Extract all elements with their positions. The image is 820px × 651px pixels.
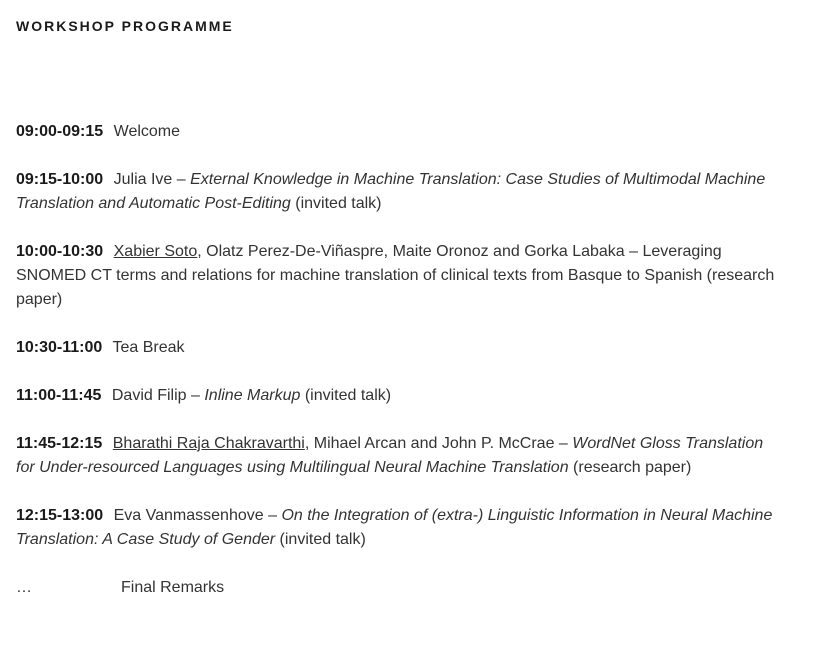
entry-speaker: David Filip – (111, 387, 205, 404)
programme-list (16, 120, 776, 624)
programme-entry-final-remarks (16, 576, 776, 600)
entry-time: 11:45-12:15 (16, 435, 103, 452)
entry-time: 09:15-10:00 (16, 171, 104, 188)
entry-text: Final Remarks (121, 579, 225, 596)
entry-time: 10:00-10:30 (16, 243, 104, 260)
speaker-link-bharathi-raja-chakravarthi[interactable]: Bharathi Raja Chakravarthi (112, 435, 305, 452)
entry-time: 12:15-13:00 (16, 507, 104, 524)
entry-coauthors: , Mihael Arcan and John P. McCrae – (304, 435, 573, 452)
entry-time: 11:00-11:45 (16, 387, 102, 404)
programme-entry-chakravarthi (16, 432, 776, 480)
entry-text: Tea Break (112, 339, 185, 356)
entry-talk-title: On the Integration of (extra-) Linguistic Information in Neural Machine Translation: A Case Study of Gender (16, 507, 773, 548)
programme-entry-ive (16, 168, 776, 216)
entry-talk-title: Inline Markup (204, 387, 301, 404)
programme-entry-vanmassenhove (16, 504, 776, 552)
programme-entry-welcome (16, 120, 776, 144)
page-title: WORKSHOP PROGRAMME (16, 18, 234, 34)
programme-entry-tea-break (16, 336, 776, 360)
entry-time: … (16, 579, 32, 596)
entry-type: (invited talk) (275, 531, 366, 548)
entry-talk-title: WordNet Gloss Translation for Under-resourced Languages using Multilingual Neural Machine Translation (16, 435, 764, 476)
entry-speaker: Eva Vanmassenhove – (113, 507, 282, 524)
programme-entry-filip (16, 384, 776, 408)
entry-type: (research paper) (568, 459, 692, 476)
entry-authors-and-title: , Olatz Perez-De-Viñaspre, Maite Oronoz and Gorka Labaka – Leveraging SNOMED CT terms and relations for machine translation of clinical texts from Basque to Spanish (research paper) (16, 243, 775, 308)
programme-entry-soto (16, 240, 776, 312)
speaker-link-xabier-soto[interactable]: Xabier Soto (113, 243, 198, 260)
entry-talk-title: External Knowledge in Machine Translation: Case Studies of Multimodal Machine Translation and Automatic Post-Editing (16, 171, 766, 212)
entry-type: (invited talk) (300, 387, 392, 404)
entry-speaker: Julia Ive – (113, 171, 191, 188)
entry-time: 10:30-11:00 (16, 339, 103, 356)
entry-time: 09:00-09:15 (16, 123, 104, 140)
entry-text: Welcome (113, 123, 181, 140)
entry-type: (invited talk) (290, 195, 382, 212)
